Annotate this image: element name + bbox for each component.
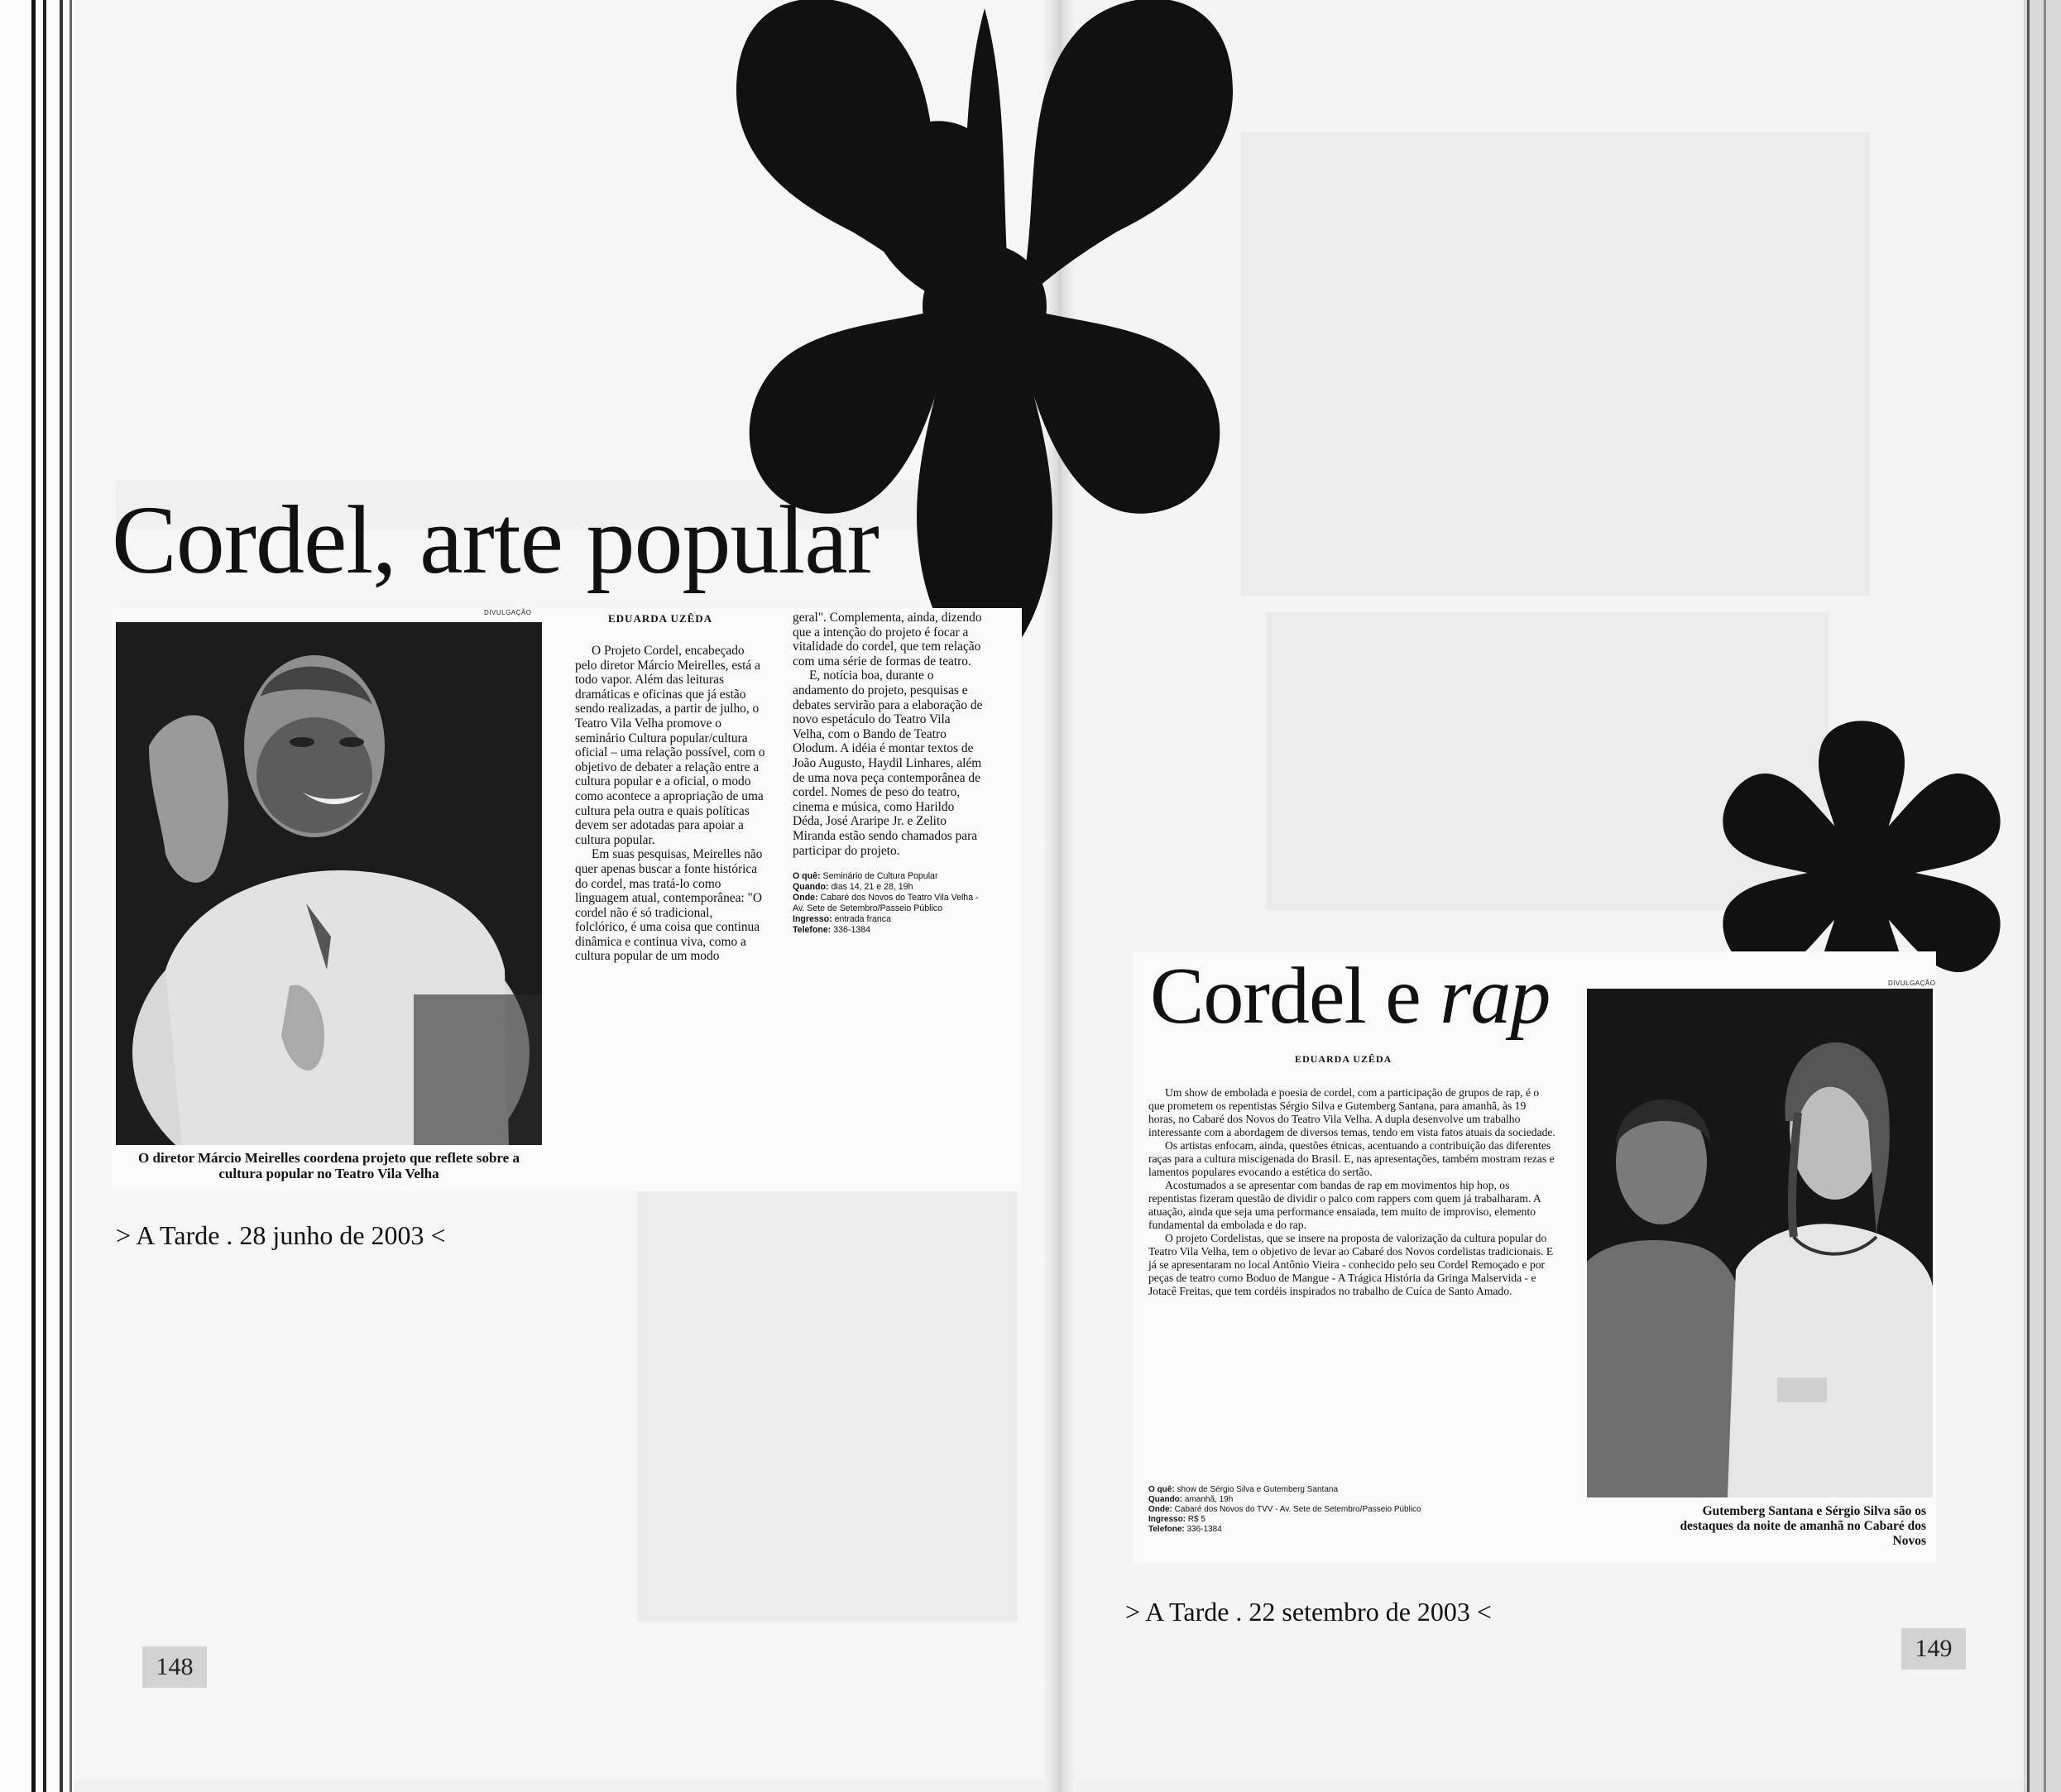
right-headline (1150, 950, 1550, 1042)
right-source-citation: > A Tarde . 22 setembro de 2003 < (1125, 1597, 1492, 1627)
info-label: Quando: (793, 882, 829, 893)
left-article-column-2 (793, 611, 985, 936)
left-byline: EDUARDA UZÊDA (608, 612, 713, 625)
info-value: Cabaré dos Novos do Teatro Vila Velha - Av. Sete de Setembro/Passeio Público (793, 893, 979, 914)
photo-credit: DIVULGAÇÃO (484, 609, 532, 616)
edge-line (69, 0, 72, 1792)
paragraph: O projeto Cordelistas, que se insere na proposta de valorização da cultura popular do Teatro Vila Velha, tem o objetivo de levar ao Cabaré dos Novos cordelistas tradicionais. E já se apresentaram no local Antônio Vieira - conhecido pelo seu Cordel Remoçado e por peças de teatro como Boduo de Mangue - A Trágica História da Gringa Malservida - e Jotacê Freitas, que tem cordéis inspirados no trabalho de Cuíca de Santo Amado. (1148, 1232, 1554, 1297)
info-value: Cabaré dos Novos do TVV - Av. Sete de Setembro/Passeio Público (1174, 1505, 1421, 1514)
info-label: Ingresso: (793, 914, 832, 925)
edge-line (2044, 0, 2046, 1792)
info-value: 336-1384 (1186, 1525, 1222, 1534)
headline-text: Cordel e (1150, 951, 1440, 1041)
left-photo-caption: O diretor Márcio Meirelles coordena projeto que reflete sobre a cultura popular no Teatro Vila Velha (138, 1150, 520, 1181)
faded-background-clipping (1241, 132, 1870, 596)
left-article-photo (116, 622, 542, 1145)
info-value: entrada franca (834, 914, 891, 925)
info-value: Seminário de Cultura Popular (822, 871, 938, 882)
paragraph: Em suas pesquisas, Meirelles não quer apenas buscar a fonte histórica do cordel, mas tratá-lo como linguagem atual, contemporânea: "O cordel não é só tradicional, folclórico, é uma coisa que continua dinâmica e continua viva, como a cultura popular de um modo (575, 847, 763, 964)
left-article-column-1 (575, 644, 767, 964)
info-value: dias 14, 21 e 28, 19h (831, 882, 913, 893)
paragraph: O Projeto Cordel, encabeçado pelo diretor Márcio Meirelles, está a todo vapor. Além das leituras dramáticas e oficinas que já estão sendo realizadas, a partir de julho, o Teatro Vila Velha promove o seminário Cultura popular/cultura oficial – uma relação possível, com o objetivo de debater a relação entre a cultura popular e a oficial, o modo como acontece a apropriação de uma cultura pela outra e quais políticas devem ser adotadas para apoiar a cultura popular. (575, 644, 765, 847)
info-line (1148, 1505, 1546, 1515)
left-book-edge (0, 0, 74, 1792)
info-value: show de Sérgio Silva e Gutemberg Santana (1177, 1485, 1339, 1494)
edge-line (2027, 0, 2030, 1792)
paragraph: E, notícia boa, durante o andamento do projeto, pesquisas e debates servirão para a elaboração de novo espetáculo do Teatro Vila Velha, com o Bando de Teatro Olodum. A idéia é montar textos de João Augusto, Haydil Linhares, além de uma nova peça contemporânea de cordel. Nomes de peso do teatro, cinema e música, como Harildo Déda, José Araripe Jr. e Zelito Miranda estão sendo chamados para participar do projeto. (793, 668, 983, 858)
info-label: O quê: (1148, 1485, 1175, 1494)
right-page-number: 149 (1901, 1628, 1966, 1670)
left-source-citation: > A Tarde . 28 junho de 2003 < (116, 1220, 446, 1250)
info-value: R$ 5 (1187, 1515, 1205, 1524)
paragraph: Acostumados a se apresentar com bandas de rap em movimentos hip hop, os repentistas fizeram questão de dividir o palco com rappers com quem já trabalharam. A atuação, ainda que seja uma performance ensaiada, tem muito de improviso, elemento fundamental da embolada e do rap. (1148, 1179, 1541, 1231)
info-value: amanhã, 19h (1184, 1495, 1234, 1504)
info-label: Quando: (1148, 1495, 1183, 1504)
left-page-number: 148 (142, 1646, 207, 1688)
right-photo-caption: Gutemberg Santana e Sérgio Silva são os destaques da noite de amanhã no Cabaré dos Novos (1680, 1504, 1926, 1548)
info-label: Telefone: (793, 925, 832, 936)
edge-line (43, 0, 46, 1792)
right-event-info-box (1148, 1485, 1546, 1535)
right-article-body (1148, 1086, 1555, 1298)
info-line (1148, 1525, 1546, 1535)
info-label: Telefone: (1148, 1525, 1185, 1534)
info-line (793, 914, 985, 925)
info-line (1148, 1515, 1546, 1525)
info-label: Onde: (1148, 1505, 1172, 1514)
info-value: 336-1384 (833, 925, 871, 936)
man-portrait-image (116, 622, 542, 1145)
info-line (1148, 1495, 1546, 1505)
info-line (793, 882, 985, 893)
event-info-box (793, 871, 985, 936)
paragraph: Um show de embolada e poesia de cordel, com a participação de grupos de rap, é o que prometem os repentistas Sérgio Silva e Gutemberg Santana, para amanhã, às 19 horas, no Cabaré dos Novos do Teatro Vila Velha. A dupla desenvolve um trabalho interessante com a abordagem de diversos temas, tendo em vista fatos atuais da sociedade. (1148, 1086, 1555, 1138)
paragraph: Os artistas enfocam, ainda, questões étnicas, acentuando a contribuição das diferentes raças para a cultura miscigenada do Brasil. E, nas apresentações, também mostram rezas e lamentos populares evocando a estética do sertão. (1148, 1139, 1555, 1178)
faded-background-clipping (637, 1191, 1018, 1622)
left-headline: Cordel, arte popular (112, 486, 879, 594)
edge-line (60, 0, 63, 1792)
edge-line (31, 0, 36, 1792)
two-men-portrait-image (1587, 989, 1933, 1497)
info-line (793, 871, 985, 882)
photo-credit: DIVULGAÇÃO (1888, 980, 1936, 987)
right-byline: EDUARDA UZÊDA (1295, 1053, 1392, 1065)
info-label: Ingresso: (1148, 1515, 1186, 1524)
info-label: O quê: (793, 871, 821, 882)
info-line (793, 893, 985, 914)
info-line (1148, 1485, 1546, 1495)
info-label: Onde: (793, 893, 818, 903)
headline-italic-text: rap (1440, 951, 1551, 1041)
right-article-photo (1587, 989, 1933, 1497)
paragraph: geral". Complementa, ainda, dizendo que a intenção do projeto é focar a vitalidade do cordel, que tem relação com uma série de formas de teatro. (793, 611, 982, 668)
info-line (793, 925, 985, 936)
